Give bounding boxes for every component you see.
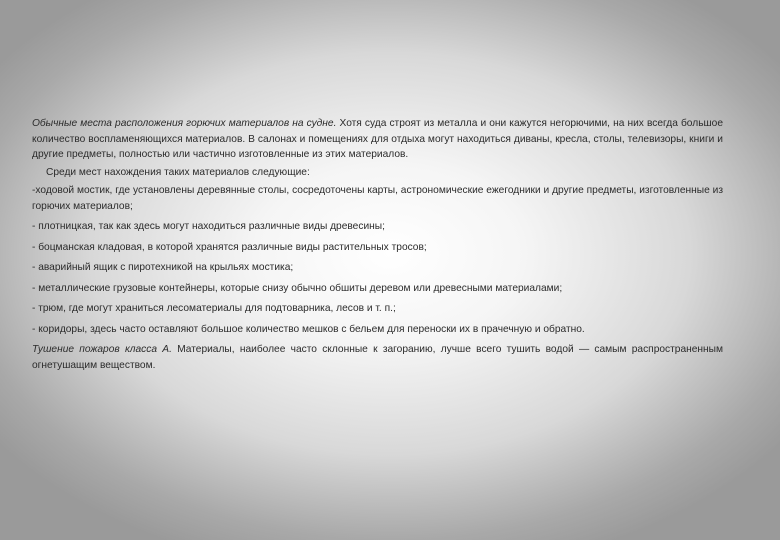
list-item: - боцманская кладовая, в которой хранятся различные виды растительных тросов; bbox=[32, 241, 427, 253]
list-item: - аварийный ящик с пиротехникой на крыльях мостика; bbox=[32, 262, 294, 273]
list-item: - металлические грузовые контейнеры, которые снизу обычно обшиты деревом или древесными материалами; bbox=[32, 282, 563, 294]
list-item: - плотницкая, так как здесь могут находиться различные виды древесины; bbox=[32, 221, 385, 232]
intro-paragraph bbox=[32, 116, 723, 163]
closing-heading: Тушение пожаров класса А. bbox=[32, 344, 172, 355]
slide-text-body bbox=[32, 116, 723, 373]
list-item: - коридоры, здесь часто оставляют большое количество мешков с бельем для переноски их в прачечную и обратно. bbox=[32, 323, 585, 335]
list-item: -ходовой мостик, где установлены деревянные столы, сосредоточены карты, астрономические ежегодники и другие предметы, изготовленные из горючих материалов; bbox=[32, 185, 723, 212]
intro-heading: Обычные места расположения горючих материалов на судне. bbox=[32, 118, 337, 129]
closing-paragraph bbox=[32, 342, 723, 373]
intro-text: Хотя суда строят из металла и они кажутся негорючими, на них всегда большое количество воспламеняющихся материалов. В салонах и помещениях для отдыха могут находиться диваны, кресла, столы, телевизоры, книги и другие предметы, полностью или частично изготовленные из этих материалов. bbox=[32, 118, 724, 160]
list-item: - трюм, где могут храниться лесоматериалы для подтоварника, лесов и т. п.; bbox=[32, 303, 396, 314]
list-lead: Среди мест нахождения таких материалов следующие: bbox=[46, 166, 310, 178]
closing-text: Материалы, наиболее часто склонные к загоранию, лучше всего тушить водой — самым распространенным огнетушащим веществом. bbox=[32, 344, 723, 371]
